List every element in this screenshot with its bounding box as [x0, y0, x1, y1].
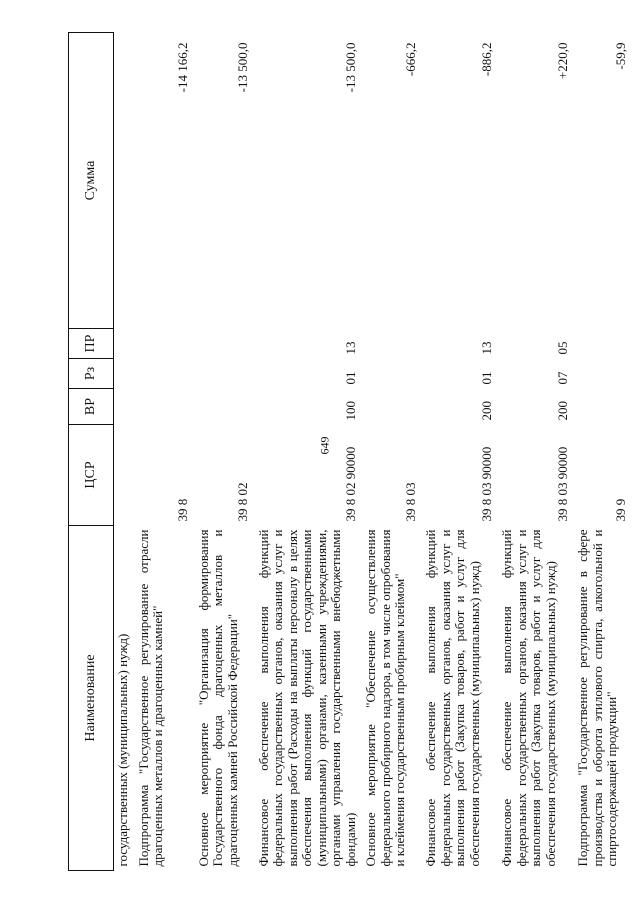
- row-name: Основное мероприятие "Обеспечение осуществления федерального пробирного надзора, в том числе опробования и клеймения государственным пробирным клеймом": [363, 529, 407, 867]
- row-name: Финансовое обеспечение выполнения функций федеральных государственных органов, оказания услуг и выполнения работ (Закупка товаров, работ и услуг для обеспечения государственных (муниципальных) нужд): [499, 529, 558, 867]
- row-csr: 39 8 03: [402, 482, 418, 522]
- row-rz: [114, 359, 135, 389]
- row-pr: 13: [478, 341, 494, 355]
- row-vr: [574, 389, 632, 425]
- table-row: [195, 33, 255, 871]
- row-pr: [362, 329, 422, 359]
- page-number: 649: [317, 436, 332, 455]
- row-csr: 39 8 03 90000: [554, 446, 570, 522]
- row-rz: 01: [342, 371, 358, 385]
- row-sum: -666,2: [402, 42, 418, 77]
- rotated-page-content: [68, 33, 628, 871]
- row-pr: 05: [554, 341, 570, 355]
- row-name: Финансовое обеспечение выполнения функций федеральных государственных органов, оказания услуг и выполнения работ (Расходы на выплаты персоналу в целях обеспечения выполнения функций государственными (муниципальными) органами, казенными учреждениями, органами управления государственными внебюджетными фондами): [255, 529, 358, 867]
- row-name: Подпрограмма "Государственное регулирование отрасли драгоценных металлов и драгоценных камней": [135, 529, 165, 867]
- row-pr: [574, 329, 632, 359]
- row-vr: [114, 389, 135, 425]
- row-vr: 200: [554, 401, 570, 421]
- row-vr: [362, 389, 422, 425]
- row-sum: +220,0: [554, 42, 570, 80]
- row-pr: [114, 329, 135, 359]
- row-rz: [195, 359, 255, 389]
- row-csr: 39 8: [175, 498, 190, 522]
- header-rz: Рз: [69, 359, 114, 389]
- row-pr: 13: [342, 341, 358, 355]
- header-name: Наименование: [69, 526, 114, 871]
- row-rz: [135, 359, 195, 389]
- row-vr: 200: [478, 401, 494, 421]
- row-name: Финансовое обеспечение выполнения функций федеральных государственных органов, оказания услуг и выполнения работ (Закупка товаров, работ и услуг для обеспечения государственных (муниципальных) нужд): [423, 529, 482, 867]
- row-sum: -886,2: [478, 42, 494, 77]
- row-vr: [135, 389, 195, 425]
- table-row: [498, 33, 574, 871]
- row-rz: [362, 359, 422, 389]
- row-sum: -14 166,2: [175, 42, 190, 93]
- row-pr: [135, 329, 195, 359]
- table-row: [135, 33, 195, 871]
- row-name: государственных (муниципальных) нужд): [115, 633, 130, 867]
- header-pr: ПР: [69, 329, 114, 359]
- row-rz: 07: [554, 371, 570, 385]
- row-pr: [195, 329, 255, 359]
- table-row: [422, 33, 498, 871]
- table-row: [255, 33, 363, 871]
- table-row: [574, 33, 632, 871]
- header-csr: ЦСР: [69, 425, 114, 526]
- row-rz: 01: [478, 371, 494, 385]
- row-sum: -59,9: [612, 42, 628, 70]
- row-vr: 100: [342, 401, 358, 421]
- row-sum: -13 500,0: [235, 42, 250, 93]
- row-csr: 39 8 02 90000: [342, 446, 358, 522]
- row-name: Подпрограмма "Государственное регулирование в сфере производства и оборота этилового спирта, алкогольной и спиртосодержащей продукции": [575, 529, 619, 867]
- header-sum: Сумма: [69, 33, 114, 329]
- row-vr: [195, 389, 255, 425]
- row-name: Основное мероприятие "Организация формирования Государственного фонда драгоценных металлов и драгоценных камней Российской Федерации": [195, 529, 240, 867]
- row-csr: 39 9: [612, 498, 628, 522]
- row-csr: 39 8 03 90000: [478, 446, 494, 522]
- row-csr: [114, 425, 135, 526]
- row-rz: [574, 359, 632, 389]
- row-csr: 39 8 02: [235, 482, 250, 522]
- table-row: [114, 33, 135, 871]
- row-sum: [114, 33, 135, 329]
- header-vr: ВР: [69, 389, 114, 425]
- table-header-row: [69, 33, 114, 871]
- budget-table: [68, 32, 632, 871]
- table-row: [362, 33, 422, 871]
- row-sum: -13 500,0: [342, 42, 358, 93]
